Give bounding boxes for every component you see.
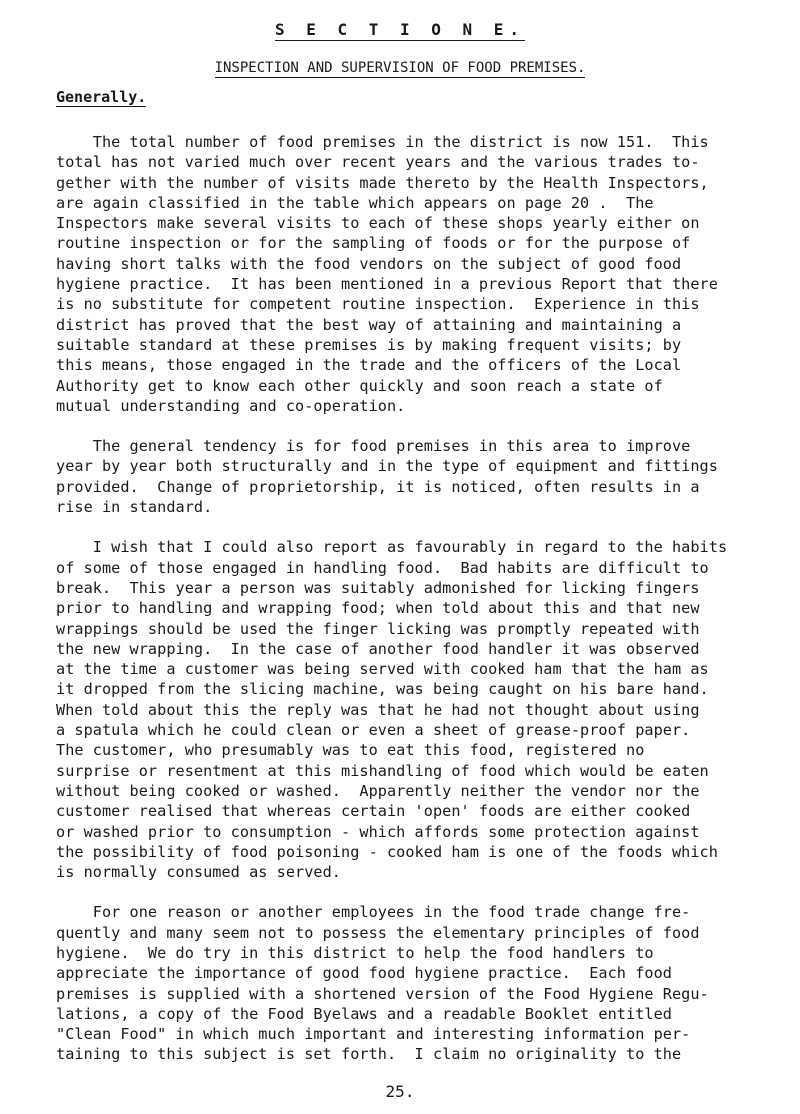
text-line: having short talks with the food vendors on the subject of good food: [56, 254, 682, 273]
text-line: appreciate the importance of good food hygiene practice. Each food: [56, 964, 672, 983]
text-line: routine inspection or for the sampling of foods or for the purpose of: [56, 234, 691, 253]
text-line: suitable standard at these premises is by making frequent visits; by: [56, 335, 682, 354]
text-line: premises is supplied with a shortened version of the Food Hygiene Regu-: [56, 984, 709, 1003]
text-line: the possibility of food poisoning - cooked ham is one of the foods which: [56, 842, 718, 861]
text-line: it dropped from the slicing machine, was being caught on his bare hand.: [56, 680, 709, 699]
text-line: Authority get to know each other quickly and soon reach a state of: [56, 376, 663, 395]
text-line: of some of those engaged in handling food. Bad habits are difficult to: [56, 558, 709, 577]
text-line: gether with the number of visits made thereto by the Health Inspectors,: [56, 173, 709, 192]
text-line: For one reason or another employees in the food trade change fre-: [56, 903, 691, 922]
paragraph: [56, 132, 776, 416]
text-line: "Clean Food" in which much important and interesting information per-: [56, 1025, 691, 1044]
text-line: I wish that I could also report as favourably in regard to the habits: [56, 538, 728, 557]
text-line: the new wrapping. In the case of another food handler it was observed: [56, 639, 700, 658]
text-line: without being cooked or washed. Apparently neither the vendor nor the: [56, 781, 700, 800]
text-line: taining to this subject is set forth. I claim no originality to the: [56, 1045, 682, 1064]
text-line: prior to handling and wrapping food; when told about this and that new: [56, 599, 700, 618]
text-line: total has not varied much over recent years and the various trades to-: [56, 153, 700, 172]
text-line: is no substitute for competent routine inspection. Experience in this: [56, 295, 700, 314]
page-number: 25.: [385, 1082, 415, 1101]
text-line: year by year both structurally and in the type of equipment and fittings: [56, 457, 718, 476]
text-line: The total number of food premises in the district is now 151. This: [56, 133, 709, 151]
text-line: When told about this the reply was that he had not thought about using: [56, 700, 700, 719]
page-heading: INSPECTION AND SUPERVISION OF FOOD PREMISES.: [214, 60, 586, 76]
body-text: [56, 132, 776, 1085]
text-line: Inspectors make several visits to each of these shops yearly either on: [56, 214, 700, 233]
text-line: this means, those engaged in the trade and the officers of the Local: [56, 356, 682, 375]
text-line: is normally consumed as served.: [56, 863, 342, 882]
text-line: mutual understanding and co-operation.: [56, 396, 406, 415]
text-line: a spatula which he could clean or even a sheet of grease-proof paper.: [56, 721, 691, 740]
paragraph: [56, 537, 776, 882]
text-line: district has proved that the best way of attaining and maintaining a: [56, 315, 682, 334]
text-line: break. This year a person was suitably admonished for licking fingers: [56, 578, 700, 597]
text-line: lations, a copy of the Food Byelaws and a readable Booklet entitled: [56, 1004, 672, 1023]
text-line: at the time a customer was being served with cooked ham that the ham as: [56, 660, 709, 679]
text-line: provided. Change of proprietorship, it is noticed, often results in a: [56, 477, 700, 496]
text-line: The customer, who presumably was to eat this food, registered no: [56, 741, 645, 760]
paragraph: [56, 436, 776, 517]
text-line: hygiene. We do try in this district to help the food handlers to: [56, 943, 654, 962]
text-line: rise in standard.: [56, 498, 213, 517]
section-title: S E C T I O N E.: [274, 20, 526, 39]
subheading: Generally.: [56, 88, 147, 106]
text-line: The general tendency is for food premises in this area to improve: [56, 437, 691, 456]
text-line: hygiene practice. It has been mentioned in a previous Report that there: [56, 275, 718, 294]
text-line: customer realised that whereas certain 'open' foods are either cooked: [56, 802, 691, 821]
text-line: surprise or resentment at this mishandling of food which would be eaten: [56, 761, 709, 780]
text-line: or washed prior to consumption - which affords some protection against: [56, 822, 700, 841]
text-line: are again classified in the table which appears on page 20 . The: [56, 193, 654, 212]
paragraph: [56, 902, 776, 1064]
text-line: quently and many seem not to possess the elementary principles of food: [56, 923, 700, 942]
text-line: wrappings should be used the finger licking was promptly repeated with: [56, 619, 700, 638]
